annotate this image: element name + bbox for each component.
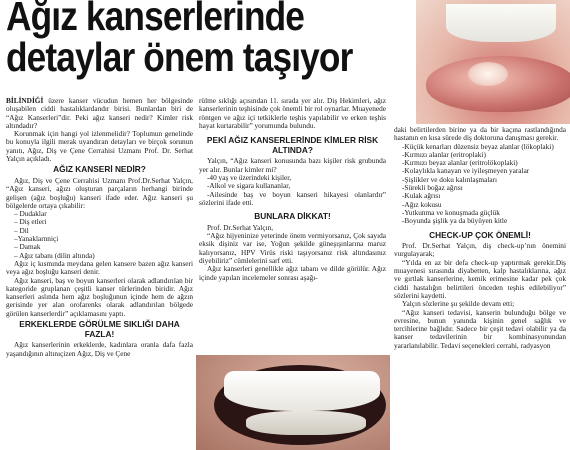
list-item: -Yutkunma ve konuşmada güçlük — [402, 207, 500, 217]
list-item: – Diş etleri — [14, 217, 47, 227]
list-item: -Ailesinde baş ve boyun kanseri hikayesi olanlardır” sözlerini ifade etti. — [199, 189, 386, 207]
subheading: CHECK-UP ÇOK ÖNEMLİ! — [429, 229, 531, 240]
paragraph: “Ağız hijyeninize yeterinde önem vermiyorsanız, Çok sayıda eksik dişiniz var ise, Yoğun şekilde güneşışınlarına maruz kalıyorsanız, HPV Virüs riski taşıyorsanız risk altındasınız diyebiliriz” cümlelerini sarf etti. — [199, 231, 386, 265]
mouth-parts-list — [6, 210, 193, 260]
risk-group-list — [199, 174, 386, 207]
symptom-list — [394, 143, 566, 226]
paragraph: Prof. Dr.Serhat Yalçın, — [207, 222, 274, 232]
photo-upper-teeth — [224, 371, 380, 411]
headline — [6, 0, 353, 80]
paragraph: Ağız kanserlerinin erkeklerde, kadınlara oranla dafa fazla yaşandığının altınıçizen Ağız, Diş ve Çene — [6, 340, 193, 358]
paragraph: Yalçın, “Ağız kanseri konusunda bazı kişiler risk grubunda yer alır. Bunlar kimler mi? — [199, 156, 386, 174]
teeth-photo — [196, 355, 390, 450]
paragraph: Yalçın sözlerine şu şekilde devam etti; — [402, 299, 515, 309]
paragraph: rülme sıklığı açısından 11. sırada yer alır. Diş Hekimleri, ağız kanserlerinin teşhisinde çok önemli bir rol oynarlar. Muayenede röntgen ve ağız içi tetkiklerle teşhis yapılabilir ve erken teşhis hayat kurtarabilir” yorumunda bulundu. — [199, 96, 386, 130]
paragraph: daki belirtilerden birine ya da bir kaçına rastlandığında hastanın en kısa sürede diş doktoruna danışması gerekir. — [394, 125, 566, 143]
list-item: -Boyunda şişlik ya da büyüyen kitle — [402, 216, 508, 226]
list-item: -Küçük kenarları düzensiz beyaz alanlar (lökoplaki) — [402, 141, 554, 151]
paragraph: Korunmak için hangi yol izlenmelidir? Toplumun genelinde bu konuyla ilgili merak uyandıran detayları ve birçok sorunun yanıtı, Ağız, Diş ve Çene Cerrahisi Uzmanı Prof. Dr. Serhat Yalçın açıkladı. — [6, 129, 193, 164]
photo-sore — [468, 62, 508, 86]
list-item: -40 yaş ve üzerindeki kişiler, — [207, 172, 292, 182]
subheading: BUNLARA DİKKAT! — [254, 211, 331, 222]
list-item: – Ağız tabanı (dilin altında) — [14, 250, 95, 260]
article-column-3 — [394, 126, 566, 350]
paragraph: Prof. Dr.Serhat Yalçın, diş check-up’nın önemini vurgulayarak; — [394, 241, 566, 259]
intro-lead: BİLİNDİĞİ — [6, 96, 44, 105]
list-item: – Dudaklar — [14, 209, 47, 219]
photo-lower-teeth — [246, 411, 366, 435]
paragraph: Ağız kanseri, baş ve boyun kanserleri olarak adlandırılan bir kategoride gruplanan çeşitli kanser türlerinden biridir. Ağız kanserleri aslında hem ağız boşluğunun içinde hem de ağzın gerisinde yer alan orofarenks olarak adlandırılan bölgede görülen kanserlerdir” açıklamasını yaptı. — [6, 275, 193, 318]
paragraph: Ağız iç kısmında meydana gelen kansere bazen ağız kanseri veya ağız boşluğu kanseri denir. — [6, 258, 193, 277]
list-item: -Şişlikler ve doku kalınlaşmaları — [402, 174, 498, 184]
list-item: -Alkol ve sigara kullananlar, — [207, 181, 291, 191]
intro-paragraph — [6, 97, 193, 130]
paragraph: Ağız, Diş ve Çene Cerrahisi Uzmanı Prof.Dr.Serhat Yalçın, “Ağız kanseri, ağızı oluşturan parçaların herhangi birinde gelişen (ağız boşluğu) kanseri ifade eder. Ağız kanseri şu bölgelerde ortaya çıkabilir: — [6, 175, 193, 210]
list-item: –Yanaklarnniçi — [14, 234, 59, 244]
list-item: – Damak — [14, 242, 41, 252]
subheading: PEKİ AĞIZ KANSERLERİNDE KİMLER RİSK ALTINDA? — [206, 135, 379, 155]
mouth-sore-photo — [416, 0, 570, 124]
list-item: -Kulak ağrısı — [402, 191, 441, 201]
headline-line-1: Ağız kanserlerinde — [6, 0, 305, 39]
photo-teeth — [446, 4, 556, 42]
headline-line-2: detaylar önem taşıyor — [6, 34, 353, 80]
article-column-1 — [6, 97, 193, 358]
paragraph: “Ağız kanseri tedavisi, kanserin bulunduğu bölge ve evresine, bunun yanında kişinin genel sağlık ve tercihlerine bağlıdır. Sadece bir çeşit tedavi olabilir ya da kanser tedavilerinin bir kombinasyonundan yararlanılabilir. Tedavi seçenekleri cerrahi, radyasyon — [394, 307, 566, 350]
list-item: – Dil — [14, 225, 29, 235]
paragraph: “Yılda en az bir defa check-up yaptırmak gerekir.Diş muayenesi sırasında diyabetten, kalp hastalıklarına, ağız ve gırtlak kanserlerine, kemik erimesine kadar pek çok ciddi hastalığın belirtileri önceden teşhis edilebiliyor” sözlerini kaydetti. — [394, 257, 566, 300]
list-item: -Kırmızı beyaz alanlar (eritrolökoplaki) — [402, 158, 518, 168]
subheading: AĞIZ KANSERİ NEDİR? — [53, 164, 146, 175]
intro-text: üzere kanser vücudun hemen her bölgesinde oluşabilen ciddi hastalıklardandır birisi. Bunlardan biri de “Ağız Kanserleri”dir. Peki ağız kanseri nedir? Kimler risk altındadır? — [6, 96, 193, 130]
paragraph: Ağız kanserleri genellikle ağız tabanı ve dilde görülür. Ağız içinde yapılan incelemeler sonrası aşağı- — [199, 264, 386, 282]
list-item: -Kolaylıkla kanayan ve iyileşmeyen yaralar — [402, 166, 530, 176]
article-column-2 — [199, 97, 386, 282]
list-item: -Kırmızı alanlar (eritroplaki) — [402, 149, 486, 159]
subheading: ERKEKLERDE GÖRÜLME SIKLIĞI DAHA FAZLA! — [19, 319, 180, 339]
list-item: -Ağız kokusu — [402, 199, 442, 209]
list-item: -Sürekli boğaz ağrısı — [402, 183, 463, 193]
